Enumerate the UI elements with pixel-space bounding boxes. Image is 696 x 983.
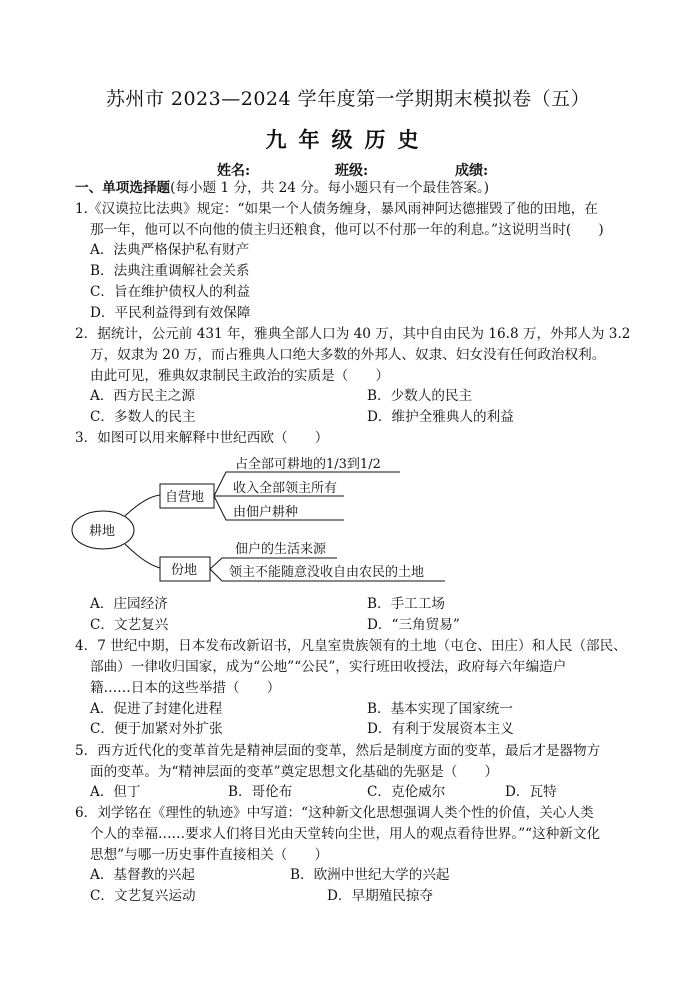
q2-option-c: C．多数人的民主 [90, 409, 196, 425]
q1-stem-line2: 那一年，他可以不向他的债主归还粮食，他可以不付那一年的利息。”这说明当时( ) [90, 222, 604, 238]
q4-stem-line1: 4．7 世纪中期，日本发布改新诏书，凡皇室贵族领有的土地（屯仓、田庄）和人民（部民、 [75, 638, 627, 654]
exam-title: 苏州市 2023—2024 学年度第一学期期末模拟卷（五） [105, 88, 591, 110]
q3-option-b: B．手工工场 [367, 596, 445, 612]
section-note: (每小题 1 分，共 24 分。每小题只有一个最佳答案。) [170, 180, 490, 196]
diagram-root-label: 耕地 [89, 524, 116, 539]
q2-option-b: B．少数人的民主 [367, 388, 473, 404]
q6-option-d: D．早期殖民掠夺 [327, 888, 434, 904]
score-label: 成绩: [455, 163, 489, 179]
q2-stem-line3: 由此可见，雅典奴隶制民主政治的实质是（ ） [90, 368, 390, 384]
farmland-diagram [70, 452, 470, 592]
diagram-node-tenancy-label: 份地 [171, 563, 198, 578]
diagram-node-demesne-label: 自营地 [165, 490, 205, 505]
q1-option-d: D．平民利益得到有效保障 [90, 305, 251, 321]
name-label: 姓名: [217, 163, 251, 179]
q6-option-c: C．文艺复兴运动 [90, 888, 196, 904]
q1-option-b: B．法典注重调解社会关系 [90, 263, 250, 279]
q2-stem-line2: 万，奴隶为 20 万，而占雅典人口绝大多数的外邦人、奴隶、妇女没有任何政治权利。 [90, 347, 606, 363]
q5-option-b: B．哥伦布 [228, 784, 293, 800]
q6-option-a: A．基督教的兴起 [90, 867, 195, 883]
q2-stem-line1: 2．据统计，公元前 431 年，雅典全部人口为 40 万，其中自由民为 16.8 万，外邦人为 3.2 [75, 326, 631, 342]
q5-option-c: C．克伦威尔 [367, 784, 446, 800]
diagram-branch-2 [125, 544, 160, 568]
section-heading [75, 179, 489, 197]
q4-stem-line2: 部曲）一律收归国家，成为“公地”“公民”，实行班田收授法，政府每六年编造户 [90, 659, 567, 675]
q3-stem: 3．如图可以用来解释中世纪西欧（ ） [75, 430, 329, 446]
q4-stem-line3: 籍……日本的这些举措（ ） [90, 680, 281, 696]
q3-option-c: C．文艺复兴 [90, 617, 169, 633]
q1-option-c: C．旨在维护债权人的利益 [90, 284, 250, 300]
diagram-branch-1 [125, 495, 160, 516]
q5-stem-line2: 面的变革。为“精神层面的变革”奠定思想文化基础的先驱是（ ） [90, 764, 499, 780]
section-title: 一、单项选择题 [75, 180, 171, 196]
q6-stem-line2: 个人的幸福……要求人们将目光由天堂转向尘世，用人的观点看待世界。”“这种新文化 [90, 826, 601, 842]
diagram-item-1: 占全部可耕地的1/3到1/2 [235, 457, 381, 472]
q4-option-a: A．促进了封建化进程 [90, 701, 223, 717]
q4-option-d: D．有利于发展资本主义 [367, 721, 514, 737]
diagram-item-3: 由佃户耕种 [233, 505, 299, 520]
q4-option-c: C．便于加紧对外扩张 [90, 721, 223, 737]
class-label: 班级: [335, 163, 369, 179]
diagram-item-4: 佃户的生活来源 [235, 542, 327, 557]
q5-stem-line1: 5．西方近代化的变革首先是精神层面的变革，然后是制度方面的变革，最后才是器物方 [75, 743, 601, 759]
q3-option-d: D．“三角贸易” [367, 617, 460, 633]
q6-option-b: B．欧洲中世纪大学的兴起 [290, 867, 450, 883]
q1-option-a: A．法典严格保护私有财产 [90, 242, 250, 258]
exam-subtitle: 九年级历史 [265, 127, 431, 152]
diagram-item-5: 领主不能随意没收自由农民的土地 [229, 565, 425, 580]
q2-option-a: A．西方民主之源 [90, 388, 195, 404]
q2-option-d: D．维护全雅典人的利益 [367, 409, 514, 425]
q4-option-b: B．基本实现了国家统一 [367, 701, 513, 717]
q6-stem-line3: 思想”与哪一历史事件直接相关（ ） [90, 847, 329, 863]
q1-stem-line1: 1.《汉谟拉比法典》规定：“如果一个人债务缠身，暴风雨神阿达德摧毁了他的田地，在 [75, 201, 598, 217]
diagram-item-2: 收入全部领主所有 [233, 481, 338, 496]
q5-option-a: A．但丁 [90, 784, 141, 800]
q3-option-a: A．庄园经济 [90, 596, 168, 612]
q6-stem-line1: 6．刘学铭在《理性的轨迹》中写道：“这种新文化思想强调人类个性的价值，关心人类 [75, 805, 594, 821]
q5-option-d: D．瓦特 [505, 784, 557, 800]
